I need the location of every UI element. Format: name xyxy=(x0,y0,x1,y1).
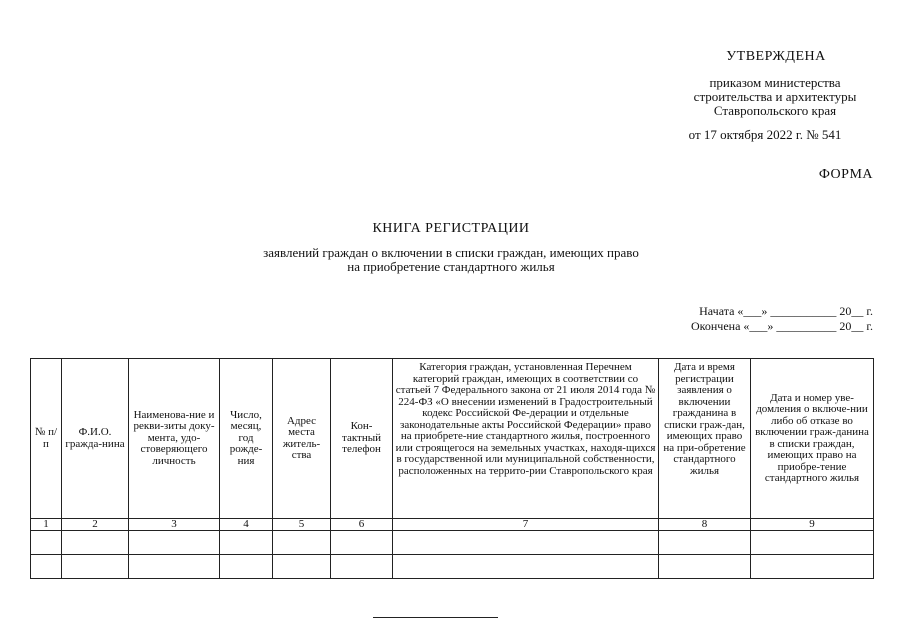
table-cell xyxy=(129,555,220,579)
header-address: Адрес места житель-ства xyxy=(273,359,331,519)
table-cell xyxy=(751,555,874,579)
approval-order-line: строительства и архитектуры xyxy=(693,89,857,104)
column-number: 7 xyxy=(393,519,659,531)
column-number: 5 xyxy=(273,519,331,531)
approval-heading: УТВЕРЖДЕНА xyxy=(726,49,826,64)
column-number: 6 xyxy=(331,519,393,531)
header-number: № п/п xyxy=(31,359,62,519)
table-cell xyxy=(273,531,331,555)
table-cell xyxy=(659,531,751,555)
document-title: КНИГА РЕГИСТРАЦИИ xyxy=(372,221,530,236)
table-row xyxy=(31,531,874,555)
table-cell xyxy=(331,555,393,579)
column-number-row xyxy=(31,519,874,531)
table-cell xyxy=(31,531,62,555)
column-number: 2 xyxy=(62,519,129,531)
book-dates xyxy=(691,304,873,334)
header-notification: Дата и номер уве-домления о включе-нии либо об отказе во включении граж-данина в списки граждан, имеющих право на приобре-тение стандартного жилья xyxy=(751,359,874,519)
document-subtitle xyxy=(0,246,902,274)
table-cell xyxy=(62,531,129,555)
approval-date: от 17 октября 2022 г. № 541 xyxy=(688,127,842,142)
header-full-name: Ф.И.О. гражда-нина xyxy=(62,359,129,519)
table-cell xyxy=(62,555,129,579)
table-cell xyxy=(129,531,220,555)
table-cell xyxy=(220,555,273,579)
form-label: ФОРМА xyxy=(818,167,873,182)
registration-table xyxy=(30,358,874,579)
table-cell xyxy=(751,531,874,555)
approval-order-line: приказом министерства xyxy=(709,75,841,90)
approval-order-line: Ставропольского края xyxy=(713,103,837,118)
column-number: 3 xyxy=(129,519,220,531)
column-number: 1 xyxy=(31,519,62,531)
header-birth-date: Число, месяц, год рожде-ния xyxy=(220,359,273,519)
table-cell xyxy=(659,555,751,579)
finished-date: Окончена «___» __________ 20__ г. xyxy=(691,319,873,333)
table-row xyxy=(31,555,874,579)
approval-order xyxy=(660,76,890,118)
column-number: 4 xyxy=(220,519,273,531)
started-date: Начата «___» ___________ 20__ г. xyxy=(699,304,873,318)
bottom-divider xyxy=(373,617,498,618)
table-cell xyxy=(331,531,393,555)
column-number: 9 xyxy=(751,519,874,531)
table-header-row xyxy=(31,359,874,519)
subtitle-line: заявлений граждан о включении в списки граждан, имеющих право xyxy=(263,245,639,260)
header-phone: Кон-тактный телефон xyxy=(331,359,393,519)
table-cell xyxy=(273,555,331,579)
table-cell xyxy=(31,555,62,579)
header-category: Категория граждан, установленная Перечнем категорий граждан, имеющих в соответствии со статьей 7 Федерального закона от 21 июля 2014 года № 224-ФЗ «О внесении изменений в Градостроительный кодекс Российской Фе-дерации и отдельные законодательные акты Российской Федерации» право на приобрете-ние стандартного жилья, построенного или строящегося на земельных участках, находя-щихся в государственной или муниципальной собственности, расположенных на террито-рии Ставропольского края xyxy=(393,359,659,519)
header-id-document: Наименова-ние и рекви-зиты доку-мента, удо-стоверяющего личность xyxy=(129,359,220,519)
header-registration-datetime: Дата и время регистрации заявления о включении гражданина в списки граж-дан, имеющих право на при-обретение стандартного жилья xyxy=(659,359,751,519)
table-cell xyxy=(393,555,659,579)
subtitle-line: на приобретение стандартного жилья xyxy=(347,259,555,274)
column-number: 8 xyxy=(659,519,751,531)
table-cell xyxy=(393,531,659,555)
table-cell xyxy=(220,531,273,555)
